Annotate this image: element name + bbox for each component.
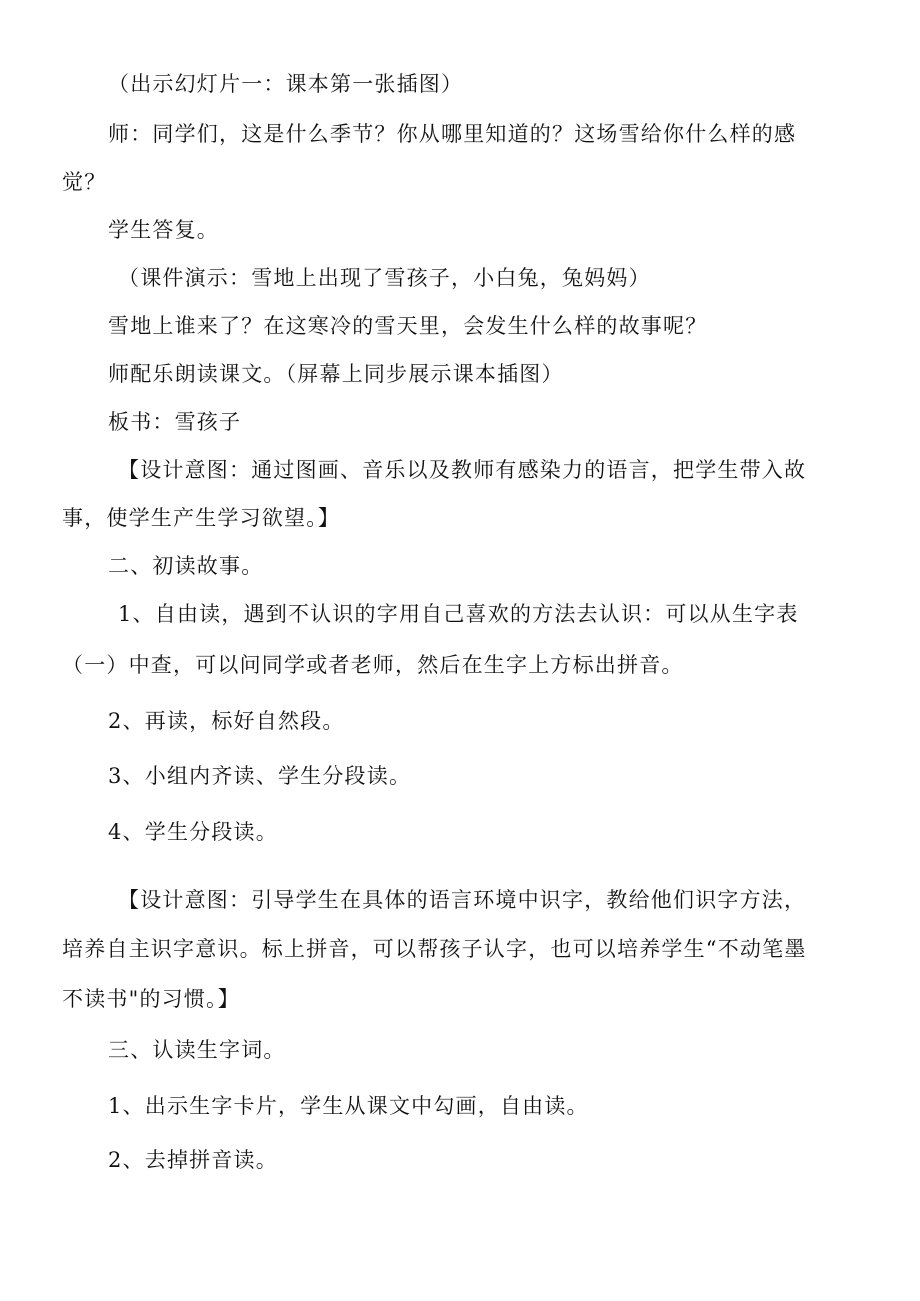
- list-item: 2、去掉拼音读。: [108, 1148, 278, 1172]
- paragraph-line: 觉？: [62, 170, 107, 194]
- paragraph-line: （出示幻灯片一：课本第一张插图）: [108, 72, 464, 96]
- list-item: 2、再读，标好自然段。: [108, 709, 345, 733]
- paragraph-line: 【设计意图：引导学生在具体的语言环境中识字，教给他们识字方法，: [118, 888, 807, 912]
- list-item: 3、小组内齐读、学生分段读。: [108, 764, 412, 788]
- section-heading: 三、认读生字词。: [108, 1038, 286, 1062]
- list-item: 4、学生分段读。: [108, 820, 278, 844]
- paragraph-line: 雪地上谁来了？在这寒冷的雪天里，会发生什么样的故事呢？: [108, 314, 708, 338]
- paragraph-line: 板书：雪孩子: [108, 410, 242, 434]
- paragraph-line: （一）中查，可以问同学或者老师，然后在生字上方标出拼音。: [62, 653, 684, 677]
- section-heading: 二、初读故事。: [108, 554, 264, 578]
- paragraph-line: 事，使学生产生学习欲望。】: [62, 506, 341, 530]
- paragraph-line: 师配乐朗读课文。（屏幕上同步展示课本插图）: [108, 362, 564, 386]
- list-item: 1、出示生字卡片，学生从课文中勾画，自由读。: [108, 1094, 589, 1118]
- paragraph-line: 不读书"的习惯。】: [62, 987, 240, 1011]
- paragraph-line: （课件演示：雪地上出现了雪孩子，小白兔，兔妈妈）: [118, 266, 651, 290]
- paragraph-line: 【设计意图：通过图画、音乐以及教师有感染力的语言，把学生带入故: [118, 458, 807, 482]
- paragraph-line: 学生答复。: [108, 218, 219, 242]
- list-item: 1、自由读，遇到不认识的字用自己喜欢的方法去认识：可以从生字表: [118, 602, 799, 626]
- paragraph-line: 师：同学们，这是什么季节？你从哪里知道的？这场雪给你什么样的感: [108, 122, 797, 146]
- paragraph-line: 培养自主识字意识。标上拼音，可以帮孩子认字，也可以培养学生“不动笔墨: [62, 937, 807, 961]
